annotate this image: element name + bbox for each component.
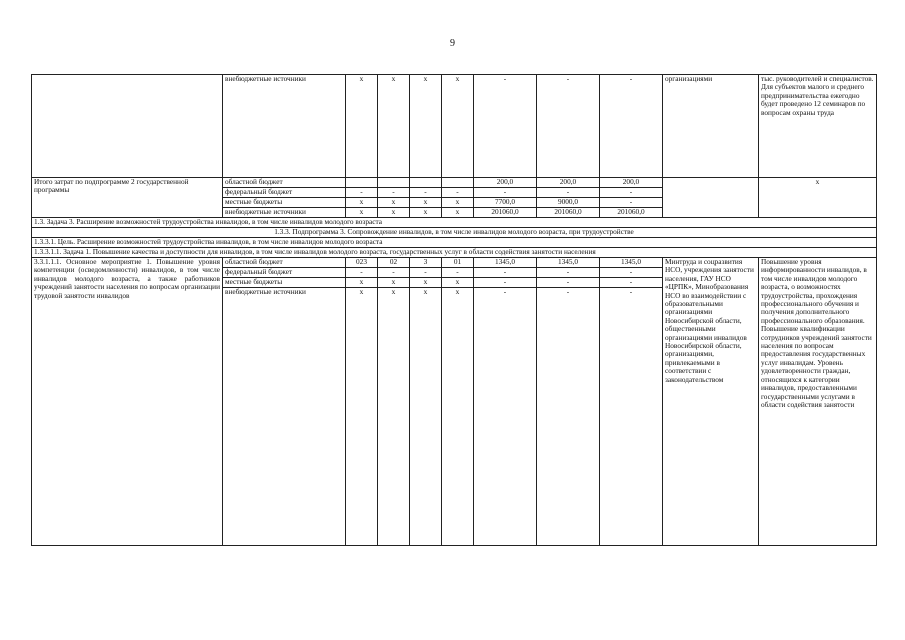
table-cell: 1345,0 — [537, 258, 600, 268]
table-cell: x — [346, 288, 378, 546]
measure-name: 3.3.1.1.1. Основное мероприятие 1. Повышение уровня компетенции (осведомленности) инвалидов, в том числе инвалидов молодого возраста, а также работников учреждений занятости населения по вопросам организации трудовой занятости инвалидов — [32, 258, 223, 546]
table-cell: 01 — [442, 258, 474, 268]
table-cell: 200,0 — [474, 178, 537, 188]
table-cell: - — [474, 278, 537, 288]
table-cell: 7700,0 — [474, 198, 537, 208]
task-heading: 1.3. Задача 3. Расширение возможностей трудоустройства инвалидов, в том числе инвалидов молодого возраста — [32, 218, 877, 228]
table-cell: 3 — [410, 258, 442, 268]
result-cell: Повышение уровня информированности инвалидов, в том числе инвалидов молодого возраста, о возможностях трудоустройства, прохождения профессионального обучения и получения дополнительного профессионального образования. Повышение квалификации сотрудников учреждений занятости населения по вопросам предоставления государственных услуг инвалидам. Уровень удовлетворенности граждан, относящихся к категории инвалидов, предоставленными государственными услугами в области содействия занятости — [759, 258, 877, 546]
table-cell: x — [346, 278, 378, 288]
table-cell: 023 — [346, 258, 378, 268]
table-cell: 1345,0 — [474, 258, 537, 268]
table-cell: 9000,0 — [537, 198, 600, 208]
task1-heading: 1.3.3.1.1. Задача 1. Повышение качества и доступности для инвалидов, в том числе инвалидов молодого возраста, государственных услуг в области содействия занятости населения — [32, 248, 877, 258]
table-cell: 200,0 — [537, 178, 600, 188]
table-cell: x — [346, 75, 378, 178]
table-cell — [32, 75, 223, 178]
table-cell: x — [442, 75, 474, 178]
table-cell: - — [378, 268, 410, 278]
table-cell — [346, 178, 378, 188]
table-cell: - — [600, 188, 663, 198]
table-cell: x — [410, 75, 442, 178]
table-cell: x — [410, 198, 442, 208]
table-cell: x — [346, 208, 378, 218]
table-cell: - — [474, 268, 537, 278]
table-cell: - — [346, 188, 378, 198]
subprogram-heading: 1.3.3. Подпрограмма 3. Сопровождение инвалидов, в том числе инвалидов молодого возраста, при трудоустройстве — [32, 228, 877, 238]
table-cell: - — [537, 75, 600, 178]
table-cell: x — [410, 208, 442, 218]
table-cell: x — [378, 198, 410, 208]
table-cell: внебюджетные источники — [223, 288, 346, 546]
table-cell: - — [537, 288, 600, 546]
table-cell: 02 — [378, 258, 410, 268]
table-row — [32, 75, 877, 178]
table-cell: - — [410, 268, 442, 278]
table-cell: - — [600, 288, 663, 546]
table-cell: областной бюджет — [223, 258, 346, 268]
table-cell: - — [474, 75, 537, 178]
table-cell: - — [346, 268, 378, 278]
program-table — [31, 74, 877, 546]
table-row — [32, 258, 877, 268]
table-cell: - — [600, 278, 663, 288]
table-cell — [442, 178, 474, 188]
table-cell: 200,0 — [600, 178, 663, 188]
table-cell: x — [378, 278, 410, 288]
funding-source: внебюджетные источники — [223, 75, 346, 178]
table-cell: местные бюджеты — [223, 278, 346, 288]
table-cell: 201060,0 — [537, 208, 600, 218]
table-row — [32, 178, 877, 188]
table-cell: - — [442, 188, 474, 198]
table-cell: x — [378, 75, 410, 178]
table-cell: местные бюджеты — [223, 198, 346, 208]
executor-cell: Минтруда и соцразвития НСО, учреждения занятости населения, ГАУ НСО «ЦРПК», Минобразования НСО во взаимодействии с образовательными организациями Новосибирской области, общественными организациями инвалидов Новосибирской области, организациями, привлекаемыми в соответствии с законодательством — [663, 258, 759, 546]
table-cell: x — [442, 208, 474, 218]
table-cell — [410, 178, 442, 188]
table-cell: x — [378, 208, 410, 218]
table-cell — [378, 178, 410, 188]
table-cell: x — [410, 278, 442, 288]
table-cell: областной бюджет — [223, 178, 346, 188]
table-cell: - — [600, 75, 663, 178]
total-label: Итого затрат по подпрограмме 2 государственной программы — [32, 178, 223, 218]
table-cell: федеральный бюджет — [223, 188, 346, 198]
table-cell: 1345,0 — [600, 258, 663, 268]
table-cell: x — [410, 288, 442, 546]
table-cell: федеральный бюджет — [223, 268, 346, 278]
table-cell: - — [600, 268, 663, 278]
table-cell: - — [474, 188, 537, 198]
table-cell: - — [537, 188, 600, 198]
table-cell: - — [537, 278, 600, 288]
table-cell: 201060,0 — [474, 208, 537, 218]
table-cell: внебюджетные источники — [223, 208, 346, 218]
table-cell: x — [442, 278, 474, 288]
table-cell — [663, 178, 759, 218]
table-cell: - — [537, 268, 600, 278]
table-cell: - — [410, 188, 442, 198]
table-cell: - — [474, 288, 537, 546]
table-cell: x — [442, 198, 474, 208]
table-cell: x — [346, 198, 378, 208]
table-cell: x — [378, 288, 410, 546]
table-cell: - — [378, 188, 410, 198]
goal-heading: 1.3.3.1. Цель. Расширение возможностей трудоустройства инвалидов, в том числе инвалидов молодого возраста — [32, 238, 877, 248]
executor-cell: организациями — [663, 75, 759, 178]
table-cell: - — [442, 268, 474, 278]
result-cell: тыс. руководителей и специалистов. Для субъектов малого и среднего предпринимательства ежегодно будет проведено 12 семинаров по вопросам охраны труда — [759, 75, 877, 178]
table-cell: x — [759, 178, 877, 218]
table-cell: - — [600, 198, 663, 208]
page-number: 9 — [450, 38, 455, 49]
table-cell: x — [442, 288, 474, 546]
table-cell: 201060,0 — [600, 208, 663, 218]
